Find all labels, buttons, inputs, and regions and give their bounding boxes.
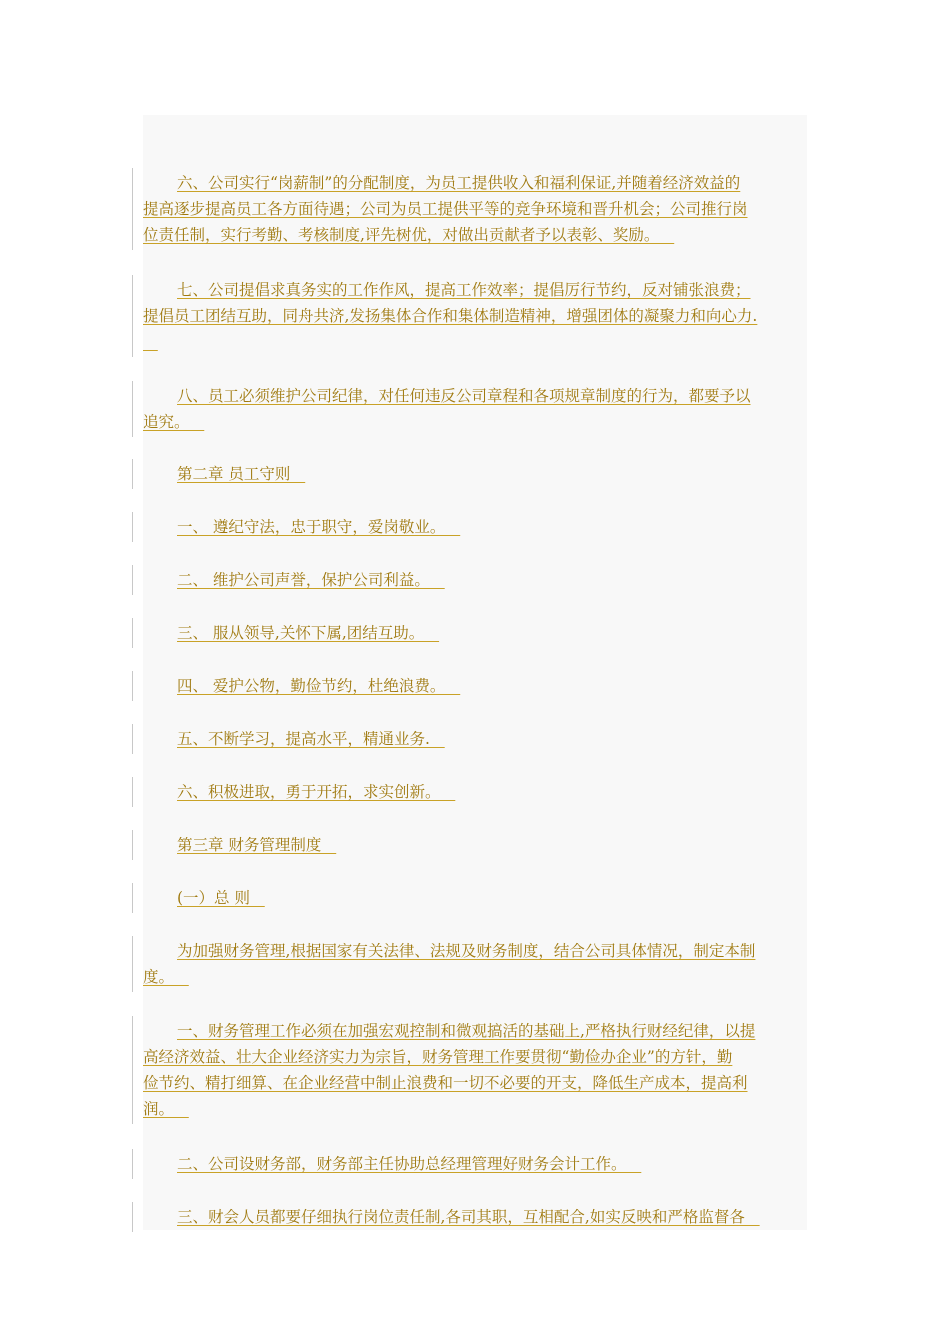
text-line [143, 409, 204, 435]
text: 第二章 员工守则 [177, 465, 306, 483]
indent-space [143, 567, 177, 593]
text-line [143, 567, 445, 593]
indent-space [143, 885, 177, 911]
paragraph-margin-bar [132, 459, 133, 489]
indent-space [143, 1018, 177, 1044]
text-line [143, 1151, 641, 1177]
text-line [143, 303, 757, 329]
text: 三、 服从领导,关怀下属,团结互助。 [177, 624, 440, 642]
text: 一、财务管理工作必须在加强宏观控制和微观搞活的基础上,严格执行财经纪律，以提 [177, 1022, 756, 1040]
text-line [143, 329, 158, 355]
indent-space [143, 170, 177, 196]
text-line [143, 1096, 189, 1122]
text: 度。 [143, 968, 189, 986]
text: (一）总 则 [177, 889, 265, 907]
text-line [143, 885, 265, 911]
indent-space [143, 779, 177, 805]
paragraph-margin-bar [132, 618, 133, 648]
text-line [143, 620, 439, 646]
text: 提高逐步提高员工各方面待遇；公司为员工提供平等的竞争环境和晋升机会；公司推行岗 [143, 200, 748, 218]
text-line [143, 383, 751, 409]
paragraph-margin-bar [132, 777, 133, 807]
text-line [143, 170, 740, 196]
text: 为加强财务管理,根据国家有关法律、法规及财务制度，结合公司具体情况，制定本制 [177, 942, 756, 960]
paragraph-margin-bar [132, 936, 133, 992]
paragraph-margin-bar [132, 883, 133, 913]
paragraph-margin-bar [132, 830, 133, 860]
text: 七、公司提倡求真务实的工作作风，提高工作效率；提倡厉行节约，反对铺张浪费； [177, 281, 751, 299]
text: 位责任制，实行考勤、考核制度,评先树优，对做出贡献者予以表彰、奖励。 [143, 226, 675, 244]
paragraph-margin-bar [132, 381, 133, 437]
text: 五、不断学习，提高水平，精通业务. [177, 730, 445, 748]
text-line [143, 779, 455, 805]
text-line [143, 938, 755, 964]
text: 俭节约、精打细算、在企业经营中制止浪费和一切不必要的开支，降低生产成本，提高利 [143, 1074, 748, 1092]
text [143, 333, 158, 351]
indent-space [143, 832, 177, 858]
text: 二、 维护公司声誉，保护公司利益。 [177, 571, 445, 589]
text-line [143, 1204, 760, 1230]
indent-space [143, 277, 177, 303]
text-line [143, 461, 305, 487]
indent-space [143, 1151, 177, 1177]
text-line [143, 1018, 755, 1044]
text-line [143, 222, 674, 248]
text-line [143, 726, 445, 752]
text: 四、 爱护公物，勤俭节约，杜绝浪费。 [177, 677, 461, 695]
text: 润。 [143, 1100, 189, 1118]
indent-space [143, 938, 177, 964]
paragraph-margin-bar [132, 671, 133, 701]
text-line [143, 832, 336, 858]
text: 六、积极进取，勇于开拓，求实创新。 [177, 783, 456, 801]
paragraph-margin-bar [132, 512, 133, 542]
indent-space [143, 514, 177, 540]
text-line [143, 514, 460, 540]
text: 一、 遵纪守法，忠于职守，爱岗敬业。 [177, 518, 461, 536]
indent-space [143, 726, 177, 752]
paragraph-margin-bar [132, 1202, 133, 1232]
text: 八、员工必须维护公司纪律，对任何违反公司章程和各项规章制度的行为，都要予以 [177, 387, 751, 405]
paragraph-margin-bar [132, 1149, 133, 1179]
text-line [143, 964, 189, 990]
text-line [143, 673, 460, 699]
text: 追究。 [143, 413, 205, 431]
indent-space [143, 1204, 177, 1230]
text: 二、公司设财务部，财务部主任协助总经理管理好财务会计工作。 [177, 1155, 642, 1173]
text: 三、财会人员都要仔细执行岗位责任制,各司其职，互相配合,如实反映和严格监督各 [177, 1208, 760, 1226]
text-line [143, 196, 748, 222]
indent-space [143, 461, 177, 487]
indent-space [143, 383, 177, 409]
paragraph-margin-bar [132, 565, 133, 595]
paragraph-margin-bar [132, 168, 133, 250]
text: 提倡员工团结互助，同舟共济,发扬集体合作和集体制造精神，增强团体的凝聚力和向心力. [143, 307, 758, 325]
text: 六、公司实行“岗薪制”的分配制度，为员工提供收入和福利保证,并随着经济效益的 [177, 174, 741, 192]
text-line [143, 277, 751, 303]
text: 高经济效益、壮大企业经济实力为宗旨，财务管理工作要贯彻“勤俭办企业”的方针，勤 [143, 1048, 733, 1066]
document-page [143, 115, 807, 1230]
paragraph-margin-bar [132, 275, 133, 357]
indent-space [143, 673, 177, 699]
text-line [143, 1044, 732, 1070]
text: 第三章 财务管理制度 [177, 836, 337, 854]
text-line [143, 1070, 748, 1096]
paragraph-margin-bar [132, 1016, 133, 1124]
paragraph-margin-bar [132, 724, 133, 754]
indent-space [143, 620, 177, 646]
